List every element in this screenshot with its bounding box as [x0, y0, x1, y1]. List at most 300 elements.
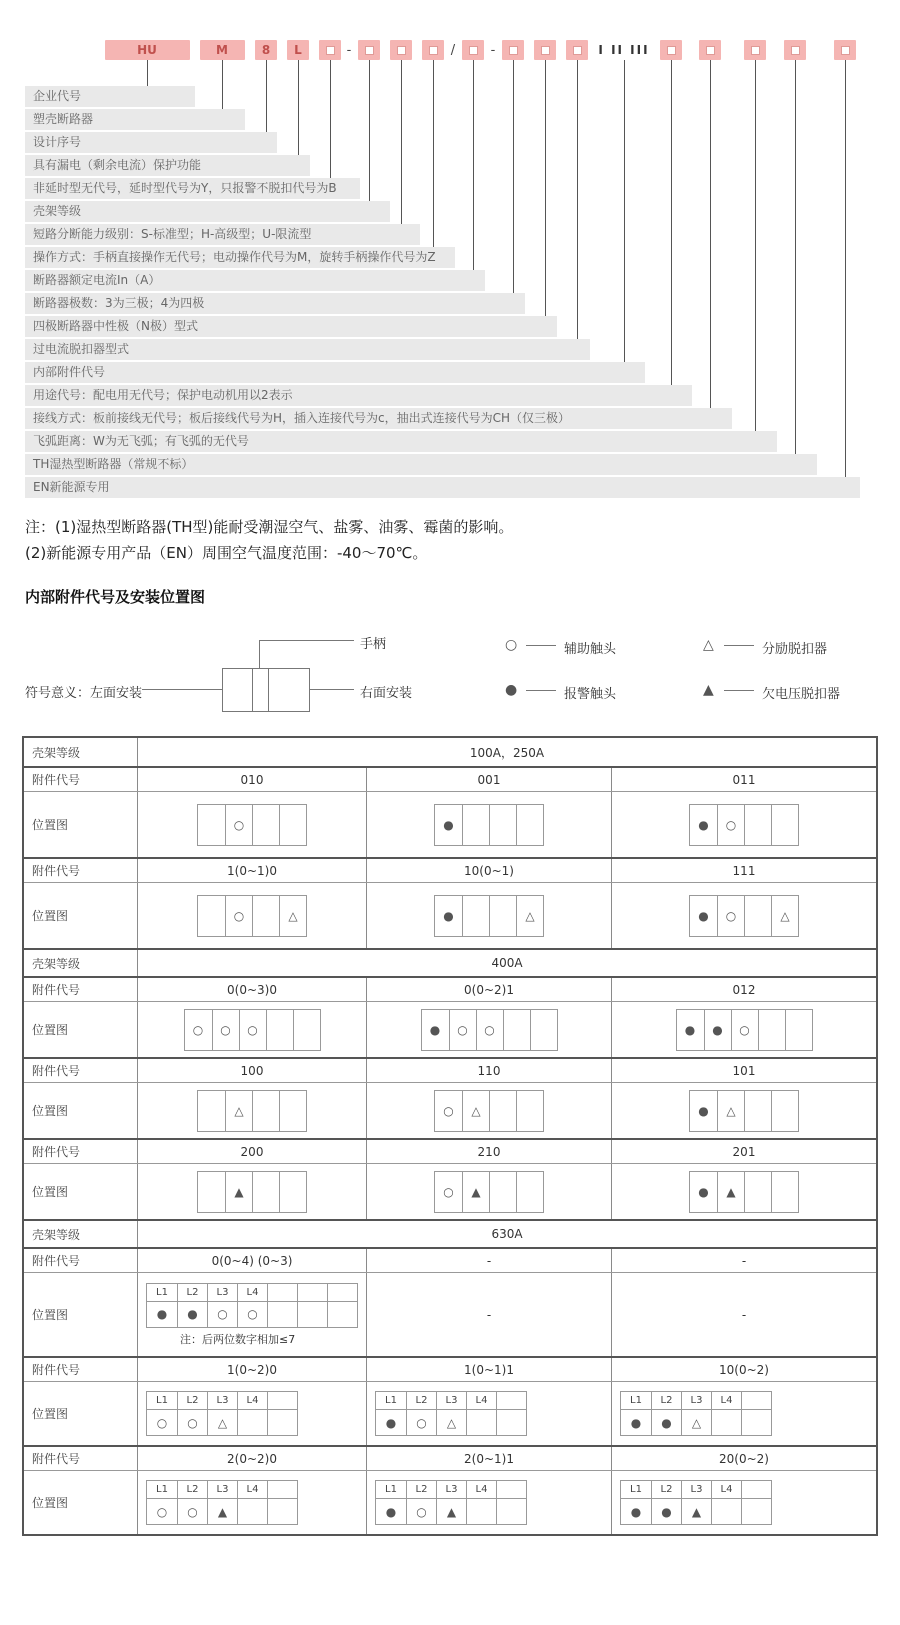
- diagram-cell: ●: [698, 1184, 709, 1199]
- diagram-cell: △: [717, 1091, 744, 1131]
- connector-line: [710, 60, 711, 412]
- symbol-row: [147, 1301, 357, 1327]
- pole-header-row: [376, 1481, 526, 1498]
- diagram-cell: [741, 1498, 771, 1524]
- row-label-cell: 附件代号: [32, 1363, 81, 1377]
- pole-header-cell: L4: [237, 1392, 267, 1409]
- table-row-codes: [24, 1356, 876, 1381]
- diagram-cell: ○: [225, 805, 252, 845]
- diagram-cell: ●: [698, 1103, 709, 1118]
- pole-header-cell: L4: [466, 1481, 496, 1498]
- position-diagram-cell: [366, 1382, 611, 1445]
- symbol-row: [376, 1498, 526, 1524]
- diagram-cell: [267, 1301, 297, 1327]
- diagram-cell: △: [516, 896, 543, 936]
- diagram-cell: ○: [443, 1103, 454, 1118]
- connector-line: [401, 60, 402, 228]
- code-box: [784, 40, 806, 60]
- position-diagram-cell: [137, 1382, 366, 1445]
- accessory-code-cell: 0(0~4) (0~3): [137, 1249, 366, 1272]
- accessory-position-box: [421, 1009, 558, 1051]
- position-diagram-cell: [611, 1382, 876, 1445]
- diagram-cell: [489, 1091, 516, 1131]
- row-label-cell: 壳架等级: [32, 745, 81, 760]
- accessory-code-cell: 001: [366, 768, 611, 791]
- diagram-cell: ●: [443, 908, 454, 923]
- code-box: [744, 40, 766, 60]
- code-legend-bar: 四极断路器中性极（N极）型式: [25, 316, 557, 337]
- connector-line: [433, 60, 434, 251]
- diagram-cell: [466, 1498, 496, 1524]
- placeholder-square: [541, 46, 550, 55]
- pole-header-cell: L3: [436, 1481, 466, 1498]
- row-label-cell: 位置图: [32, 1023, 69, 1037]
- position-diagram-cell: -: [611, 1273, 876, 1356]
- accessory-code-cell: 2(0~1)1: [366, 1447, 611, 1470]
- diagram-cell: [198, 896, 225, 936]
- note-line-2: (2)新能源专用产品（EN）周围空气温度范围：-40～70℃。: [25, 544, 428, 562]
- connector-line: [298, 60, 299, 159]
- diagram-cell: △: [207, 1409, 237, 1435]
- table-row-codes: [24, 1057, 876, 1082]
- connector-line: [624, 60, 625, 366]
- pole-header-cell: L2: [177, 1284, 207, 1301]
- accessory-code-cell: -: [366, 1249, 611, 1272]
- accessory-code-cell: 1(0~1)0: [137, 859, 366, 882]
- accessory-code-cell: 210: [366, 1140, 611, 1163]
- position-diagram-cell: [611, 1164, 876, 1219]
- pole-header-cell: L3: [207, 1284, 237, 1301]
- pole-header-cell: L3: [681, 1481, 711, 1498]
- diagram-cell: [252, 1091, 279, 1131]
- pole-header-cell: [297, 1284, 327, 1301]
- accessory-code-cell: 110: [366, 1059, 611, 1082]
- pole-header-cell: L2: [651, 1392, 681, 1409]
- diagram-cell: [297, 1301, 327, 1327]
- row-label-cell: 位置图: [32, 1104, 69, 1118]
- accessory-code-cell: 10(0~1): [366, 859, 611, 882]
- symbol-row: [621, 1409, 771, 1435]
- row-label-cell: 附件代号: [32, 1145, 81, 1159]
- code-box: [422, 40, 444, 60]
- diagram-cell: ●: [429, 1022, 441, 1037]
- symbol-row: [147, 1409, 297, 1435]
- table-row-codes: [24, 766, 876, 791]
- diagram-cell: △: [225, 1091, 252, 1131]
- placeholder-square: [706, 46, 715, 55]
- diagram-cell: ●: [147, 1301, 177, 1327]
- position-diagram-cell: [611, 1002, 876, 1057]
- table-row-diagrams: [24, 1470, 876, 1534]
- code-separator: /: [450, 42, 456, 58]
- table-row-diagrams: [24, 1082, 876, 1138]
- diagram-cell: ●: [443, 817, 454, 832]
- legend-dash: [724, 690, 754, 691]
- diagram-cell: [711, 1498, 741, 1524]
- placeholder-square: [397, 46, 406, 55]
- placeholder-square: [429, 46, 438, 55]
- diagram-cell: ●: [704, 1010, 731, 1050]
- connector-line: [330, 60, 331, 182]
- row-label-cell: 位置图: [32, 1496, 69, 1510]
- code-box: [502, 40, 524, 60]
- row-label-cell: 位置图: [32, 818, 69, 832]
- diagram-cell: ○: [192, 1022, 204, 1037]
- aux-contact-icon: ○: [505, 637, 518, 653]
- code-box: [699, 40, 721, 60]
- accessory-code-cell: 10(0~2): [611, 1358, 876, 1381]
- diagram-cell: [489, 1172, 516, 1212]
- accessory-position-box: [146, 1283, 358, 1328]
- pole-header-cell: [267, 1284, 297, 1301]
- diagram-cell: [758, 1010, 785, 1050]
- pole-header-cell: [267, 1392, 297, 1409]
- code-legend-bar: 内部附件代号: [25, 362, 645, 383]
- pole-header-cell: L1: [385, 1484, 397, 1495]
- diagram-cell: ○: [449, 1010, 476, 1050]
- diagram-cell: [252, 1172, 279, 1212]
- diagram-cell: ●: [651, 1498, 681, 1524]
- alarm-contact-label: 报警触头: [564, 687, 617, 702]
- diagram-cell: ●: [621, 1409, 651, 1435]
- placeholder-square: [326, 46, 335, 55]
- position-diagram-cell: [137, 1164, 366, 1219]
- diagram-cell: [266, 1010, 293, 1050]
- model-code-diagram: [0, 0, 900, 508]
- pole-header-cell: L3: [207, 1481, 237, 1498]
- table-row-codes: [24, 1445, 876, 1470]
- row-label-cell: 附件代号: [32, 773, 81, 787]
- diagram-cell: △: [462, 1091, 489, 1131]
- position-diagram: [146, 1283, 358, 1347]
- pole-header-cell: L2: [177, 1481, 207, 1498]
- diagram-cell: ▲: [207, 1498, 237, 1524]
- diagram-cell: [503, 1010, 530, 1050]
- pole-header-cell: L3: [436, 1392, 466, 1409]
- shunt-release-icon: △: [703, 637, 714, 653]
- diagram-cell: [711, 1409, 741, 1435]
- accessory-position-box: [689, 1171, 799, 1213]
- connector-line: [671, 60, 672, 389]
- row-label-cell: 壳架等级: [32, 956, 81, 971]
- diagram-cell: ○: [177, 1498, 207, 1524]
- diagram-cell: [496, 1498, 526, 1524]
- symbol-row: [376, 1409, 526, 1435]
- diagram-cell: [744, 805, 771, 845]
- pole-header-cell: L3: [207, 1392, 237, 1409]
- breaker-outline: [222, 668, 310, 712]
- placeholder-square: [365, 46, 374, 55]
- breaker-left-slot: [223, 669, 252, 711]
- pole-header-cell: L2: [406, 1392, 436, 1409]
- pole-header-row: [376, 1392, 526, 1409]
- code-legend-bar: 设计序号: [25, 132, 277, 153]
- position-diagram-cell: [366, 883, 611, 948]
- code-box: M: [200, 40, 245, 60]
- diagram-cell: [771, 1091, 798, 1131]
- pole-header-cell: [267, 1481, 297, 1498]
- diagram-cell: ▲: [681, 1498, 711, 1524]
- accessory-position-box: [620, 1391, 772, 1436]
- position-diagram-cell: [611, 1471, 876, 1534]
- placeholder-square: [509, 46, 518, 55]
- connector-line: [755, 60, 756, 435]
- pole-header-cell: L2: [177, 1392, 207, 1409]
- position-diagram: [620, 1391, 772, 1436]
- pole-header-cell: L4: [466, 1392, 496, 1409]
- left-install-line: [142, 689, 222, 690]
- position-diagram-cell: [366, 1471, 611, 1534]
- accessory-code-cell: 201: [611, 1140, 876, 1163]
- diagram-cell: [516, 1091, 543, 1131]
- diagram-cell: [293, 1010, 320, 1050]
- code-box: [390, 40, 412, 60]
- accessory-position-box: [689, 1090, 799, 1132]
- pole-header-cell: L2: [651, 1481, 681, 1498]
- accessory-position-box: [375, 1480, 527, 1525]
- pole-header-cell: L4: [237, 1284, 267, 1301]
- code-box: L: [287, 40, 309, 60]
- legend-prefix-label: 符号意义：左面安装: [25, 686, 143, 701]
- pole-header-cell: [741, 1481, 771, 1498]
- diagram-cell: [744, 1091, 771, 1131]
- diagram-cell: ●: [698, 908, 709, 923]
- frame-rating-cell: 400A: [137, 950, 876, 976]
- diagram-cell: [466, 1409, 496, 1435]
- diagram-cell: [462, 896, 489, 936]
- diagram-cell: [744, 896, 771, 936]
- connector-line: [473, 60, 474, 274]
- row-label-cell: 位置图: [32, 1185, 69, 1199]
- position-diagram-cell: [611, 1083, 876, 1138]
- pole-header-cell: L1: [156, 1286, 168, 1298]
- accessory-code-cell: 20(0~2): [611, 1447, 876, 1470]
- connector-line: [795, 60, 796, 458]
- diagram-cell: [516, 1172, 543, 1212]
- code-legend-bar: 操作方式：手柄直接操作无代号；电动操作代号为M，旋转手柄操作代号为Z: [25, 247, 455, 268]
- row-label-cell: 附件代号: [32, 864, 81, 878]
- pole-header-row: [147, 1284, 357, 1301]
- diagram-cell: [198, 1091, 225, 1131]
- position-diagram: [146, 1480, 298, 1525]
- accessory-position-box: [689, 804, 799, 846]
- position-diagram: [620, 1480, 772, 1525]
- code-separator: -: [346, 42, 352, 58]
- diagram-cell: ●: [177, 1301, 207, 1327]
- position-diagram-cell: [611, 792, 876, 857]
- position-diagram-cell: [137, 1273, 366, 1356]
- diagram-cell: [267, 1498, 297, 1524]
- code-legend-bar: 企业代号: [25, 86, 195, 107]
- diagram-cell: ○: [177, 1409, 207, 1435]
- symbol-row: [147, 1498, 297, 1524]
- accessory-position-box: [197, 1171, 307, 1213]
- accessory-code-cell: 200: [137, 1140, 366, 1163]
- diagram-cell: [279, 1172, 306, 1212]
- accessory-position-box: [434, 804, 544, 846]
- code-box: [358, 40, 380, 60]
- code-legend-bar: 具有漏电（剩余电流）保护功能: [25, 155, 310, 176]
- diagram-cell: [496, 1409, 526, 1435]
- shunt-release-label: 分励脱扣器: [762, 642, 828, 657]
- section-title: 内部附件代号及安装位置图: [25, 588, 206, 606]
- code-legend-bar: 过电流脱扣器型式: [25, 339, 590, 360]
- handle-pointer-hline: [259, 640, 354, 641]
- table-row-codes: [24, 1247, 876, 1272]
- connector-line: [577, 60, 578, 343]
- accessory-code-cell: 2(0~2)0: [137, 1447, 366, 1470]
- note-line-1: 注：(1)湿热型断路器(TH型)能耐受潮湿空气、盐雾、油雾、霉菌的影响。: [25, 518, 514, 536]
- pole-header-row: [147, 1481, 297, 1498]
- accessory-position-box: [197, 1090, 307, 1132]
- diagram-note: 注：后两位数字相加≤7: [180, 1332, 296, 1346]
- pole-header-cell: L1: [385, 1395, 397, 1406]
- diagram-cell: ○: [212, 1010, 239, 1050]
- table-row-frame: [24, 948, 876, 976]
- right-install-line: [310, 689, 354, 690]
- placeholder-square: [469, 46, 478, 55]
- accessory-position-box: [375, 1391, 527, 1436]
- right-install-label: 右面安装: [360, 686, 413, 701]
- pole-header-cell: L2: [406, 1481, 436, 1498]
- accessory-position-box: [689, 895, 799, 937]
- code-legend-bar: 断路器额定电流In（A）: [25, 270, 485, 291]
- frame-rating-cell: 630A: [137, 1221, 876, 1247]
- accessory-code-cell: 1(0~1)1: [366, 1358, 611, 1381]
- table-row-frame: [24, 738, 876, 766]
- accessory-position-box: [676, 1009, 813, 1051]
- accessory-position-box: [197, 895, 307, 937]
- code-legend-bar: 断路器极数：3为三极；4为四极: [25, 293, 525, 314]
- connector-line: [513, 60, 514, 297]
- diagram-cell: ○: [225, 896, 252, 936]
- placeholder-square: [667, 46, 676, 55]
- undervoltage-release-label: 欠电压脱扣器: [762, 687, 841, 702]
- position-diagram-cell: [137, 1083, 366, 1138]
- diagram-cell: [252, 896, 279, 936]
- diagram-cell: ●: [621, 1498, 651, 1524]
- diagram-cell: [741, 1409, 771, 1435]
- accessory-position-box: [434, 1090, 544, 1132]
- row-label-cell: 附件代号: [32, 1254, 81, 1268]
- table-row-diagrams: [24, 1381, 876, 1445]
- diagram-cell: △: [681, 1409, 711, 1435]
- diagram-cell: ○: [717, 896, 744, 936]
- row-label-cell: 附件代号: [32, 1064, 81, 1078]
- pole-header-cell: L1: [630, 1484, 642, 1495]
- diagram-cell: ○: [717, 805, 744, 845]
- code-legend-bar: EN新能源专用: [25, 477, 860, 498]
- accessory-code-cell: 111: [611, 859, 876, 882]
- diagram-cell: ●: [651, 1409, 681, 1435]
- row-label-cell: 位置图: [32, 909, 69, 923]
- handle-label: 手柄: [360, 637, 387, 652]
- pole-header-row: [147, 1392, 297, 1409]
- pole-header-cell: [496, 1392, 526, 1409]
- code-box: [834, 40, 856, 60]
- table-row-codes: [24, 976, 876, 1001]
- diagram-cell: [516, 805, 543, 845]
- position-diagram: [146, 1391, 298, 1436]
- diagram-cell: [785, 1010, 812, 1050]
- position-diagram-cell: [137, 883, 366, 948]
- accessory-code-cell: -: [611, 1249, 876, 1272]
- pole-header-cell: L1: [156, 1484, 168, 1495]
- frame-rating-cell: 100A，250A: [137, 738, 876, 766]
- code-separator: -: [490, 42, 496, 58]
- alarm-contact-icon: ●: [505, 682, 518, 698]
- diagram-cell: [489, 896, 516, 936]
- accessory-position-box: [146, 1480, 298, 1525]
- row-label-cell: 位置图: [32, 1308, 69, 1322]
- pole-header-cell: L1: [630, 1395, 642, 1406]
- diagram-cell: ○: [239, 1010, 266, 1050]
- position-diagram-cell: [611, 883, 876, 948]
- pole-header-cell: [327, 1284, 357, 1301]
- diagram-cell: ▲: [225, 1172, 252, 1212]
- diagram-cell: [327, 1301, 357, 1327]
- code-box: [319, 40, 341, 60]
- position-diagram-cell: [137, 792, 366, 857]
- diagram-cell: [198, 1172, 225, 1212]
- position-diagram-cell: [137, 1002, 366, 1057]
- table-row-codes: [24, 1138, 876, 1163]
- diagram-cell: [279, 1091, 306, 1131]
- position-diagram-cell: -: [366, 1273, 611, 1356]
- diagram-cell: ○: [207, 1301, 237, 1327]
- table-row-diagrams: [24, 1272, 876, 1356]
- diagram-cell: ●: [376, 1498, 406, 1524]
- pole-header-row: [621, 1392, 771, 1409]
- accessory-code-cell: 100: [137, 1059, 366, 1082]
- accessory-position-box: [197, 804, 307, 846]
- diagram-cell: ○: [443, 1184, 454, 1199]
- diagram-cell: ○: [406, 1409, 436, 1435]
- accessory-code-cell: 1(0~2)0: [137, 1358, 366, 1381]
- accessory-position-box: [184, 1009, 321, 1051]
- diagram-cell: ▲: [717, 1172, 744, 1212]
- code-box: 8: [255, 40, 277, 60]
- connector-line: [369, 60, 370, 205]
- diagram-cell: ●: [698, 817, 709, 832]
- diagram-cell: ○: [147, 1498, 177, 1524]
- code-box: HU: [105, 40, 190, 60]
- table-row-diagrams: [24, 791, 876, 857]
- table-row-diagrams: [24, 882, 876, 948]
- accessory-code-cell: 0(0~3)0: [137, 978, 366, 1001]
- accessory-code-cell: 101: [611, 1059, 876, 1082]
- diagram-cell: ○: [476, 1010, 503, 1050]
- overcurrent-release-type-codes: I II III: [598, 43, 650, 57]
- code-legend-bar: 飞弧距离：W为无飞弧；有飞弧的无代号: [25, 431, 777, 452]
- position-diagram-cell: [137, 1471, 366, 1534]
- diagram-cell: ●: [376, 1409, 406, 1435]
- diagram-cell: ○: [731, 1010, 758, 1050]
- placeholder-square: [751, 46, 760, 55]
- connector-line: [266, 60, 267, 136]
- row-label-cell: 壳架等级: [32, 1227, 81, 1242]
- pole-header-cell: L3: [681, 1392, 711, 1409]
- code-box: [534, 40, 556, 60]
- diagram-cell: [744, 1172, 771, 1212]
- aux-contact-label: 辅助触头: [564, 642, 617, 657]
- undervoltage-release-icon: ▲: [703, 682, 714, 698]
- code-legend-bar: 短路分断能力级别：S-标准型；H-高级型；U-限流型: [25, 224, 420, 245]
- handle-pointer-vline: [259, 640, 260, 668]
- position-diagram-cell: [366, 792, 611, 857]
- diagram-cell: [237, 1409, 267, 1435]
- accessory-code-table: [22, 736, 878, 1536]
